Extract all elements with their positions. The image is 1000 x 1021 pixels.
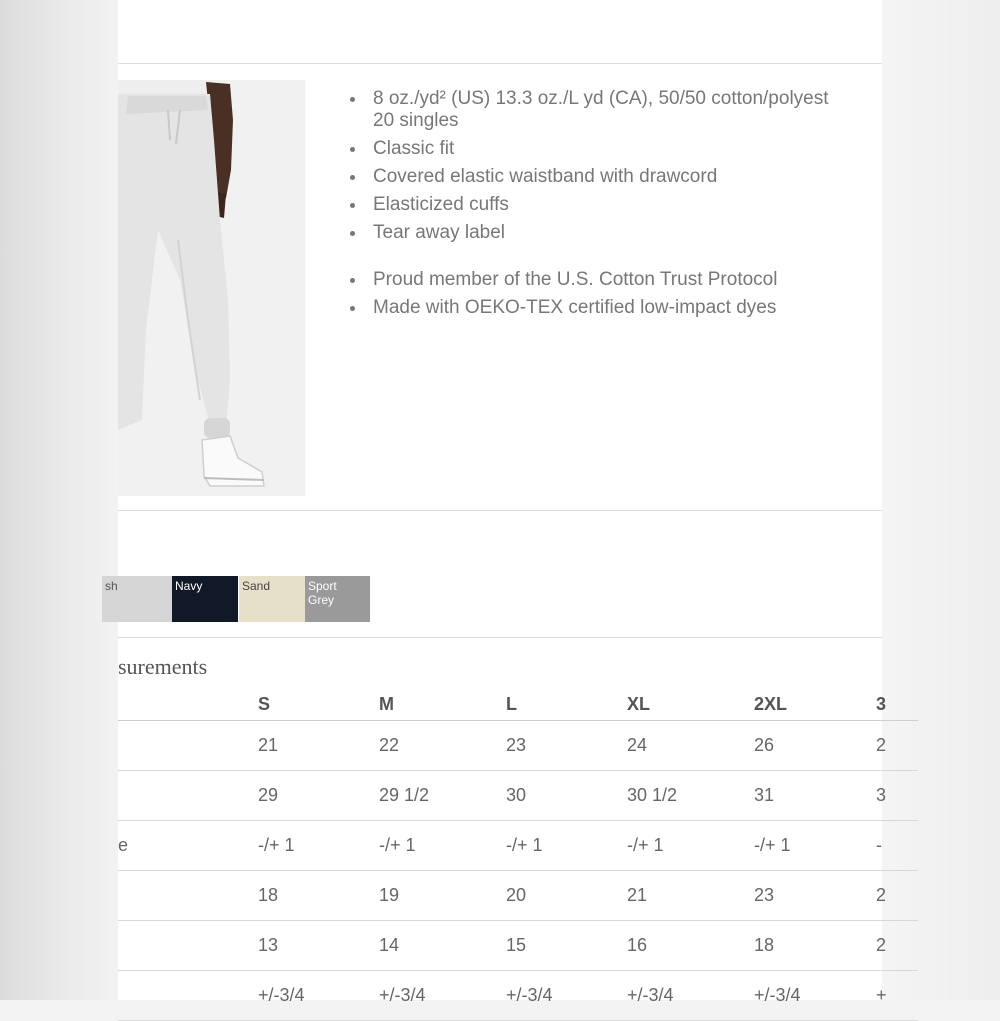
table-cell: -/+ 1 (627, 835, 664, 855)
table-row (118, 821, 918, 871)
table-cell: -/+ 1 (754, 835, 791, 855)
table-cell: 2 (876, 935, 887, 955)
table-cell: 30 1/2 (627, 785, 678, 805)
left-blur-backdrop (0, 0, 118, 1000)
table-cell: 29 1/2 (379, 785, 430, 805)
table-cell: 29 (258, 785, 279, 805)
table-cell: 2 (876, 735, 887, 755)
feature-item: Covered elastic waistband with drawcord (348, 166, 908, 188)
table-cell: 21 (627, 885, 648, 905)
table-cell: 21 (258, 735, 279, 755)
table-cell: 14 (379, 935, 400, 955)
table-cell: + (876, 985, 887, 1005)
size-table (118, 688, 918, 1021)
table-cell: -/+ 1 (506, 835, 543, 855)
size-header: L (506, 694, 517, 714)
table-cell: 15 (506, 935, 527, 955)
table-cell: 31 (754, 785, 775, 805)
divider (118, 637, 882, 638)
swatch-ash[interactable] (102, 576, 172, 622)
size-header-row (118, 688, 918, 721)
sweatpants-model-image (118, 80, 305, 496)
swatch-sport-grey[interactable] (305, 576, 370, 622)
sustainability-item: Made with OEKO-TEX certified low-impact dyes (348, 297, 908, 319)
table-cell: 24 (627, 735, 648, 755)
product-page (105, 0, 887, 1005)
swatch-sand[interactable] (239, 576, 305, 622)
table-cell: 19 (379, 885, 400, 905)
feature-item: Classic fit (348, 138, 908, 160)
sustainability-item: Proud member of the U.S. Cotton Trust Protocol (348, 269, 908, 291)
table-cell: +/-3/4 (258, 985, 305, 1005)
table-row (118, 871, 918, 921)
size-header: 2XL (754, 694, 788, 714)
swatch-label: Navy (175, 579, 203, 593)
size-header: S (258, 694, 271, 714)
divider (118, 63, 882, 64)
table-cell: 16 (627, 935, 648, 955)
table-cell: - (876, 835, 882, 855)
table-row (118, 971, 918, 1021)
table-row (118, 921, 918, 971)
table-cell: +/-3/4 (506, 985, 553, 1005)
swatch-label: sh (105, 579, 118, 593)
swatch-label: Sport (308, 579, 337, 593)
feature-item: Elasticized cuffs (348, 194, 908, 216)
row-label: e (118, 835, 129, 855)
table-cell: 13 (258, 935, 279, 955)
swatch-navy[interactable] (172, 576, 238, 622)
size-header: 3 (876, 694, 887, 714)
feature-item (348, 88, 908, 132)
table-cell: -/+ 1 (258, 835, 295, 855)
table-cell: 26 (754, 735, 775, 755)
size-header: M (379, 694, 394, 714)
size-header: XL (627, 694, 651, 714)
table-cell: +/-3/4 (627, 985, 674, 1005)
swatch-label: Grey (308, 593, 335, 607)
divider (118, 510, 882, 511)
table-row (118, 771, 918, 821)
table-cell: 3 (876, 785, 887, 805)
table-cell: 18 (754, 935, 775, 955)
product-photo (118, 80, 305, 496)
table-cell: +/-3/4 (379, 985, 426, 1005)
table-cell: -/+ 1 (379, 835, 416, 855)
table-cell: 18 (258, 885, 279, 905)
feature-text-line: 20 singles (373, 110, 459, 131)
feature-text-line: 8 oz./yd² (US) 13.3 oz./L yd (CA), 50/50 cotton/polyest (373, 88, 829, 109)
table-cell: 2 (876, 885, 887, 905)
table-cell: 23 (754, 885, 775, 905)
table-cell: 20 (506, 885, 527, 905)
table-cell: 23 (506, 735, 527, 755)
table-cell: 30 (506, 785, 527, 805)
measurements-title: surements (118, 654, 208, 679)
table-row (118, 721, 918, 771)
table-cell: 22 (379, 735, 400, 755)
feature-item: Tear away label (348, 222, 908, 244)
table-cell: +/-3/4 (754, 985, 801, 1005)
swatch-label: Sand (242, 579, 271, 593)
feature-list (348, 88, 908, 325)
